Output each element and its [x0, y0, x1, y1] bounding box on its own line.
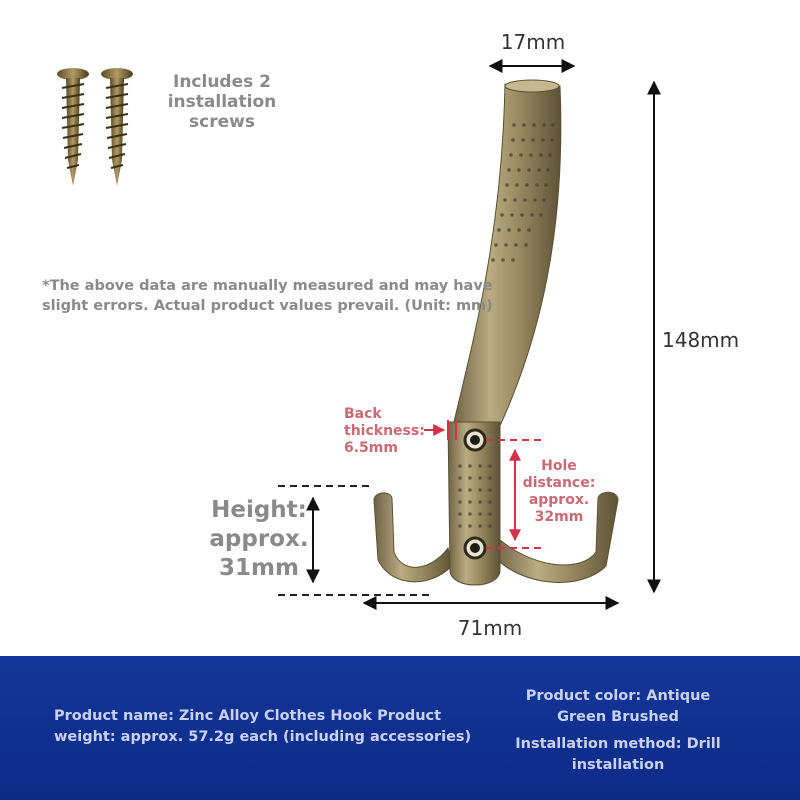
screw-right-icon — [101, 68, 133, 186]
hook-height-label: Height: approx. 31mm — [209, 497, 309, 581]
footer-banner — [0, 656, 800, 800]
disclaimer-text: *The above data are manually measured and may have slight errors. Actual product values prevail. (Unit: mm) — [42, 278, 493, 314]
product-info-text: Product name: Zinc Alloy Clothes Hook Product weight: approx. 57.2g each (including accessories) — [54, 708, 472, 745]
product-color-text: Product color: Antique Green Brushed — [525, 688, 711, 725]
back-thickness-label: Back thickness: 6.5mm — [344, 406, 425, 456]
total-height-label: 148mm — [662, 328, 740, 352]
hole-distance-label: Hole distance: approx. 32mm — [522, 458, 596, 525]
top-width-label: 17mm — [500, 30, 566, 54]
bottom-width-label: 71mm — [457, 616, 523, 640]
installation-method-text: Installation method: Drill installation — [515, 736, 721, 773]
screw-left-icon — [57, 68, 89, 186]
screws-label: Includes 2 installation screws — [167, 72, 277, 132]
